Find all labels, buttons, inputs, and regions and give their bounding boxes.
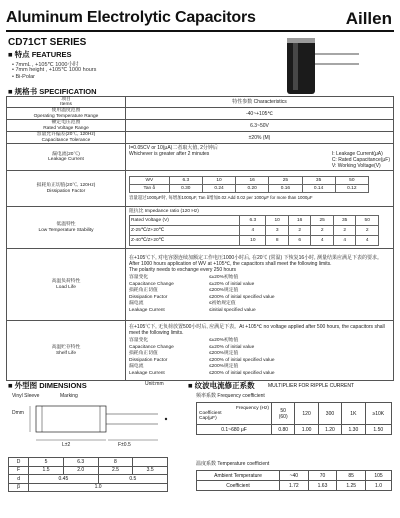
limit-value: ≤200%规定值 ≤200% of initial specified value — [209, 351, 275, 363]
feature-item: • 7mmL , +105℃ 1000小时 — [12, 62, 79, 68]
marking-label: Marking — [60, 393, 78, 399]
limit-value: ≤±20%初始值 ≤±20% of initial value — [209, 275, 255, 287]
freq-cell: 0.1~680 μF — [197, 425, 272, 435]
lts-cell: 25 — [311, 216, 334, 226]
df-label: 损耗角正切值(20℃, 120Hz) Dissipation Factor — [7, 171, 126, 207]
limit-key: 漏电流 Leakage Current — [129, 364, 165, 376]
df-cell-tan: 0.20 — [236, 185, 269, 193]
dim-cell: 2.5 — [98, 466, 133, 475]
load-life-cell — [126, 249, 394, 321]
df-cell — [126, 171, 394, 207]
df-cell-tan: 0.30 — [169, 185, 202, 193]
load-desc: After 1000 hours application of WV at +105℃, the capacitors shall meet the following limits. — [129, 261, 332, 267]
voltage-label: 额定电压范围 Rated Voltage Range — [7, 120, 126, 132]
shelf-life-cell — [126, 321, 394, 381]
feature-item: • Bi-Polar — [12, 74, 36, 80]
specification-table — [6, 96, 394, 381]
lts-cell: 6 — [288, 236, 311, 246]
leakage-formula-cn: I=0.05CV or 10(μA)二者取大值, 2分钟后 — [129, 145, 218, 151]
unit-label: Unit:mm — [145, 381, 164, 387]
dim-cell: 1.5 — [29, 466, 64, 475]
ripple-heading: ■ 纹波电流修正系数 — [188, 381, 255, 390]
dimension-table — [8, 457, 168, 492]
coef-label: Coefficient — [199, 411, 222, 416]
load-limits — [129, 275, 275, 314]
freq-col: 120 — [295, 403, 318, 425]
lts-cell: 6.3 — [240, 216, 266, 226]
diameter-label: Dmm — [12, 410, 24, 416]
dim-cell: d — [9, 475, 29, 484]
length-label: L±2 — [62, 442, 71, 448]
lts-table — [129, 215, 379, 246]
temp-cell: 1.63 — [308, 481, 337, 491]
brand-logo: Aillen — [345, 9, 392, 28]
temp-cell: 105 — [366, 471, 392, 481]
op-temp-label: 使用温度范围 Operating Temperature Range — [7, 108, 126, 120]
df-cell-tan: 0.14 — [302, 185, 335, 193]
limit-value: ≤初始规定值 ≤initial specified value — [209, 301, 256, 313]
leakage-legend-i: I: Leakage Current(μA) — [331, 151, 383, 157]
lts-cell: 4 — [240, 226, 266, 236]
df-cell-wv: 50 — [335, 177, 368, 185]
leakage-formula-en: Whichever is greater after 2 minutes — [129, 151, 210, 157]
specification-heading: ■ 规格书 SPECIFICATION — [8, 87, 97, 96]
limit-key: 损耗角正切值 Dissipation Factor — [129, 351, 168, 363]
freq-coef-table — [196, 402, 392, 435]
lts-cell: 2 — [356, 226, 379, 236]
dim-cell: D — [9, 458, 29, 467]
dim-cell: 0.5 — [98, 475, 167, 484]
lts-cell: Z-25℃/Z+20℃ — [130, 226, 240, 236]
df-cell-wv: 35 — [302, 177, 335, 185]
limit-key: 容量变化 Capacitance Change — [129, 338, 174, 350]
ripple-heading-en: MULTIPLIER FOR RIPPLE CURRENT — [268, 383, 355, 389]
leakage-cell — [126, 144, 394, 171]
df-cell-wv: 25 — [269, 177, 302, 185]
cap-tolerance-value: ±20% (M) — [126, 132, 394, 144]
dim-cell: F — [9, 466, 29, 475]
capacitor-photo — [283, 34, 361, 104]
dim-cell: 2.0 — [63, 466, 98, 475]
leakage-legend-c: C: Rated Capacitance(μF) — [331, 157, 390, 163]
df-table — [129, 176, 369, 193]
df-cell-wv: 10 — [202, 177, 235, 185]
lts-cell — [126, 207, 394, 249]
characteristics-label: 特性参数 Characteristics — [126, 97, 394, 108]
limit-key: 损耗角正切值 Dissipation Factor — [129, 288, 168, 300]
freq-col: ≥10K — [365, 403, 391, 425]
load-life-label: 高温负荷特性 Load Life — [7, 249, 126, 321]
features-heading: ■ 特点 FEATURES — [8, 50, 72, 59]
df-cell-tan: 0.24 — [202, 185, 235, 193]
temp-cell: Ambient Temperature — [197, 471, 280, 481]
shelf-life-label: 高温贮存特性 Shelf Life — [7, 321, 126, 381]
temp-coef-table — [196, 470, 392, 491]
temp-cell: 1.0 — [366, 481, 392, 491]
sleeve-label: Vinyl Sleeve — [12, 393, 40, 399]
cap-label: Cap(μF) — [199, 416, 217, 421]
f-label: F±0.5 — [118, 442, 131, 448]
dim-cell: 0.45 — [29, 475, 98, 484]
lts-cell: 4 — [333, 236, 356, 246]
df-cell-wv: 6.3 — [169, 177, 202, 185]
voltage-value: 6.3~50V — [126, 120, 394, 132]
lts-cell: 10 — [266, 216, 289, 226]
df-cell-wv: 16 — [236, 177, 269, 185]
temp-cell: 1.25 — [337, 481, 366, 491]
df-cell-tan: 0.12 — [335, 185, 368, 193]
limit-value: ≤200%规定值 ≤200% of initial specified value — [209, 288, 275, 300]
dim-cell: β — [9, 483, 29, 492]
lts-label: 低温特性 Low Temperature Stability — [7, 207, 126, 249]
op-temp-value: -40~+105℃ — [126, 108, 394, 120]
lts-cell: Rated Voltage (V) — [130, 216, 240, 226]
lts-cell: 16 — [288, 216, 311, 226]
dim-cell: 1.0 — [29, 483, 168, 492]
lts-cell: 2 — [333, 226, 356, 236]
df-cell-wv: WV — [130, 177, 170, 185]
limit-value: ≤200%规定值 ≤200% of initial specified value — [209, 364, 275, 376]
dim-cell: 3.5 — [133, 466, 168, 475]
freq-cell: 1.30 — [342, 425, 365, 435]
dim-cell: 6.3 — [63, 458, 98, 467]
freq-cell: 1.20 — [318, 425, 341, 435]
load-desc: The polarity needs to exchange every 250 hours — [129, 267, 237, 273]
feature-item: • 7mm height , +105℃ 1000 hours — [12, 67, 97, 73]
temp-coef-title: 温度系数 Temperature coefficient — [196, 461, 270, 467]
lts-cell: 4 — [311, 236, 334, 246]
lts-cell: 50 — [356, 216, 379, 226]
freq-col: 300 — [318, 403, 341, 425]
limit-key: 容量变化 Capacitance Change — [129, 275, 174, 287]
cap-tolerance-label: 容量允许偏差(20℃, 120Hz) Capacitance Tolerance — [7, 132, 126, 144]
freq-col: 50 (60) — [272, 403, 295, 425]
dimension-drawing — [8, 392, 176, 454]
limit-value: ≤±20%初始值 ≤±20% of initial value — [209, 338, 255, 350]
lts-cell: Z-40℃/Z+20℃ — [130, 236, 240, 246]
dim-cell: 8 — [98, 458, 133, 467]
lts-cell: 10 — [240, 236, 266, 246]
limit-key: 漏电流 Leakage Current — [129, 301, 165, 313]
temp-cell: 85 — [337, 471, 366, 481]
lts-cell: 2 — [311, 226, 334, 236]
leakage-label: 漏电流(20℃) Leakage Current — [7, 144, 126, 171]
temp-cell: Coefficient — [197, 481, 280, 491]
header-rule — [6, 30, 394, 32]
freq-cell: 1.00 — [295, 425, 318, 435]
temp-cell: 70 — [308, 471, 337, 481]
dim-cell: 5 — [29, 458, 64, 467]
page-title: Aluminum Electrolytic Capacitors — [6, 9, 256, 26]
load-desc: 在+105℃下, 对电容器连续加额定工作电压1000小时后, 在20℃ (常温) 下恢复16小时, 测量结果应满足下表的要求。 — [129, 255, 382, 261]
temp-cell: ~40 — [280, 471, 309, 481]
freq-cell: 1.50 — [365, 425, 391, 435]
freq-header-cell — [197, 403, 272, 425]
temp-cell: 1.72 — [280, 481, 309, 491]
series-name: CD71CT SERIES — [8, 37, 87, 48]
lts-heading: 阻抗比 Impedance ratio (120 Hz) — [129, 209, 199, 214]
lts-cell: 3 — [266, 226, 289, 236]
freq-cell: 0.80 — [272, 425, 295, 435]
shelf-limits — [129, 338, 275, 377]
shelf-desc: 在+105℃下, 无负荷放置500小时后, 应满足下表。At +105℃ no voltage applied after 500 hours, the capacitors shall meet the following limits. — [129, 324, 385, 336]
df-cell-tan: Tan δ — [130, 185, 170, 193]
lts-cell: 35 — [333, 216, 356, 226]
items-label: 项目 Items — [7, 97, 126, 108]
df-note: 容量超过1000μF时, 每增加1000μF, Tan δ增加0.02 Add 0.02 per 1000μF for more than 1000μF — [129, 195, 313, 200]
df-cell-tan: 0.16 — [269, 185, 302, 193]
freq-col: 1K — [342, 403, 365, 425]
dimensions-heading: ■ 外型图 DIMENSIONS — [8, 381, 87, 390]
freq-hz-label: Frequency (Hz) — [235, 406, 269, 411]
leakage-legend-v: V: Working Voltage(V) — [331, 163, 381, 169]
lts-cell: 4 — [356, 236, 379, 246]
lts-cell: 2 — [288, 226, 311, 236]
freq-coef-title: 频率系数 Frequency coefficient — [196, 393, 265, 399]
lts-cell: 8 — [266, 236, 289, 246]
